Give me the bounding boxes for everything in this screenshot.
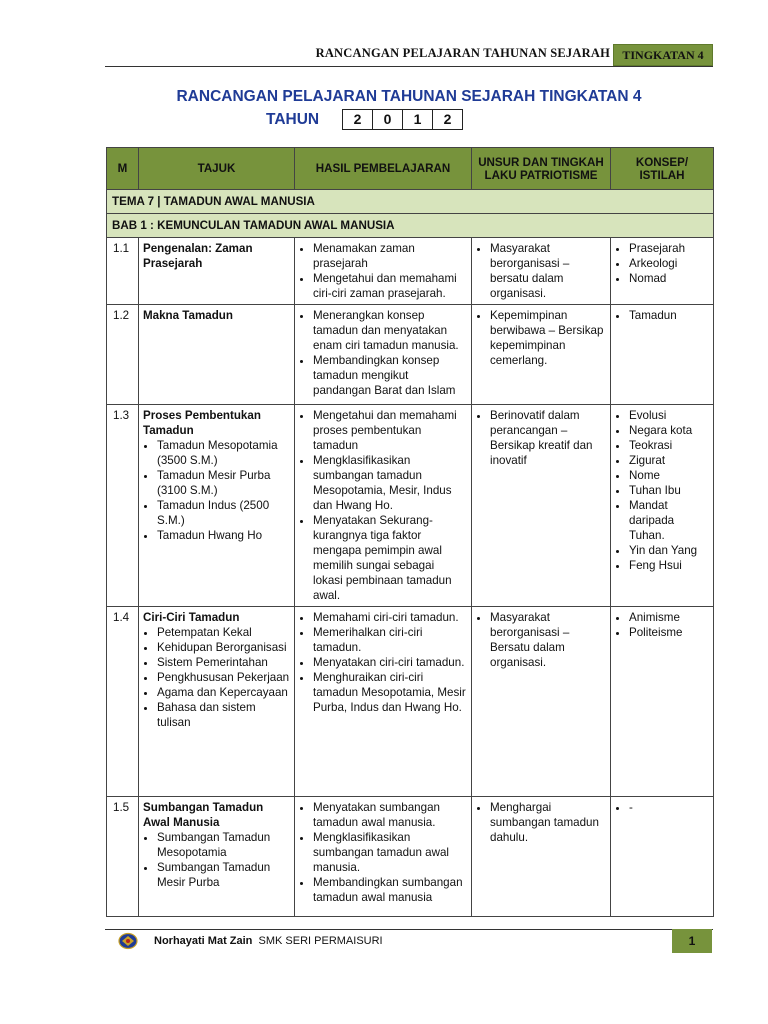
concept-terms-list (615, 610, 709, 640)
table-row (107, 305, 714, 405)
subtopic-item: • Agama dan Kepercayaan (157, 685, 290, 700)
theme-row (107, 190, 714, 214)
row-number: 1.3 (107, 405, 139, 607)
concept-item: • Tamadun (629, 308, 709, 323)
subtopic-item: • Petempatan Kekal (157, 625, 290, 640)
year-digit: 1 (402, 109, 433, 130)
concept-terms (611, 405, 714, 607)
subtopic-item: • Sumbangan Tamadun Mesir Purba (157, 860, 290, 890)
school-name: SMK SERI PERMAISURI (258, 935, 383, 947)
learning-outcomes-list (299, 241, 467, 301)
col-header-konsep: KONSEP/ ISTILAH (611, 148, 714, 190)
concept-item: • Animisme (629, 610, 709, 625)
chapter-label: BAB 1 : KEMUNCULAN TAMADUN AWAL MANUSIA (107, 214, 714, 238)
value-item: • Menghargai sumbangan tamadun dahulu. (490, 800, 606, 845)
concept-terms-list (615, 241, 709, 286)
table-row (107, 607, 714, 797)
subtopic-item: • Bahasa dan sistem tulisan (157, 700, 290, 730)
value-item: • Kepemimpinan berwibawa – Bersikap kepemimpinan cemerlang. (490, 308, 606, 368)
patriotism-values (472, 305, 611, 405)
concept-item: • Teokrasi (629, 438, 709, 453)
patriotism-values-list (476, 610, 606, 670)
concept-item: • Arkeologi (629, 256, 709, 271)
learning-outcomes-list (299, 610, 467, 715)
learning-outcomes (295, 797, 472, 917)
school-crest-icon (118, 932, 138, 950)
subtopic-item: • Tamadun Hwang Ho (157, 528, 290, 543)
author-name: Norhayati Mat Zain (154, 935, 253, 947)
concept-item: • Nome (629, 468, 709, 483)
concept-item: • Politeisme (629, 625, 709, 640)
learning-outcomes (295, 305, 472, 405)
patriotism-values-list (476, 408, 606, 468)
subtopic-item: • Tamadun Mesopotamia (3500 S.M.) (157, 438, 290, 468)
col-header-m: M (107, 148, 139, 190)
concept-item: • Feng Hsui (629, 558, 709, 573)
outcome-item: • Menamakan zaman prasejarah (313, 241, 467, 271)
topic-title: Proses Pembentukan Tamadun (143, 409, 261, 437)
subtopic-item: • Tamadun Indus (2500 S.M.) (157, 498, 290, 528)
subtopic-list (143, 830, 290, 890)
outcome-item: • Mengklasifikasikan sumbangan tamadun awal manusia. (313, 830, 467, 875)
topic-title: Ciri-Ciri Tamadun (143, 611, 240, 624)
row-number: 1.1 (107, 238, 139, 305)
subtopic-item: • Pengkhususan Pekerjaan (157, 670, 290, 685)
subtopic-item: • Sistem Pemerintahan (157, 655, 290, 670)
year-digit: 0 (372, 109, 403, 130)
row-number: 1.2 (107, 305, 139, 405)
col-header-tajuk: TAJUK (139, 148, 295, 190)
outcome-item: • Menerangkan konsep tamadun dan menyatakan enam ciri tamadun manusia. (313, 308, 467, 353)
row-topic (139, 405, 295, 607)
concept-item: • - (629, 800, 709, 815)
subtopic-item: • Sumbangan Tamadun Mesopotamia (157, 830, 290, 860)
concept-item: • Mandat daripada Tuhan. (629, 498, 709, 543)
footer-divider (105, 929, 713, 930)
row-number: 1.5 (107, 797, 139, 917)
patriotism-values-list (476, 800, 606, 845)
patriotism-values-list (476, 308, 606, 368)
concept-terms (611, 305, 714, 405)
concept-item: • Negara kota (629, 423, 709, 438)
outcome-item: • Menyatakan Sekurang-kurangnya tiga faktor mengapa pemimpin awal memilih sungai sebagai lokasi pembinaan tamadun awal. (313, 513, 467, 603)
value-item: • Masyarakat berorganisasi – bersatu dalam organisasi. (490, 241, 606, 301)
theme-label: TEMA 7 | TAMADUN AWAL MANUSIA (107, 190, 714, 214)
outcome-item: • Membandingkan sumbangan tamadun awal manusia (313, 875, 467, 905)
year-label: TAHUN (266, 111, 320, 128)
learning-outcomes (295, 238, 472, 305)
patriotism-values (472, 607, 611, 797)
learning-outcomes (295, 607, 472, 797)
subtopic-list (143, 438, 290, 543)
patriotism-values-list (476, 241, 606, 301)
value-item: • Masyarakat berorganisasi – Bersatu dalam organisasi. (490, 610, 606, 670)
row-topic (139, 238, 295, 305)
table-row (107, 405, 714, 607)
outcome-item: • Memahami ciri-ciri tamadun. (313, 610, 467, 625)
learning-outcomes (295, 405, 472, 607)
outcome-item: • Menyatakan ciri-ciri tamadun. (313, 655, 467, 670)
outcome-item: • Menghuraikan ciri-ciri tamadun Mesopotamia, Mesir Purba, Indus dan Hwang Ho. (313, 670, 467, 715)
subtopic-item: • Kehidupan Berorganisasi (157, 640, 290, 655)
outcome-item: • Membandingkan konsep tamadun mengikut pandangan Barat dan Islam (313, 353, 467, 398)
concept-item: • Tuhan Ibu (629, 483, 709, 498)
page-header (105, 44, 713, 66)
col-header-unsur: UNSUR DAN TINGKAH LAKU PATRIOTISME (472, 148, 611, 190)
outcome-item: • Menyatakan sumbangan tamadun awal manusia. (313, 800, 467, 830)
header-title: RANCANGAN PELAJARAN TAHUNAN SEJARAH (315, 46, 610, 60)
chapter-row (107, 214, 714, 238)
document-title: RANCANGAN PELAJARAN TAHUNAN SEJARAH TINGKATAN 4 (176, 88, 642, 105)
row-topic (139, 797, 295, 917)
col-header-hasil: HASIL PEMBELAJARAN (295, 148, 472, 190)
row-topic (139, 305, 295, 405)
header-badge: TINGKATAN 4 (613, 44, 713, 66)
footer-author (154, 935, 383, 947)
subtopic-item: • Tamadun Mesir Purba (3100 S.M.) (157, 468, 290, 498)
topic-title: Sumbangan Tamadun Awal Manusia (143, 801, 264, 829)
patriotism-values (472, 797, 611, 917)
header-divider (105, 66, 713, 67)
concept-terms (611, 238, 714, 305)
concept-item: • Prasejarah (629, 241, 709, 256)
table-row (107, 238, 714, 305)
outcome-item: • Memerihalkan ciri-ciri tamadun. (313, 625, 467, 655)
outcome-item: • Mengetahui dan memahami proses pembentukan tamadun (313, 408, 467, 453)
outcome-item: • Mengetahui dan memahami ciri-ciri zaman prasejarah. (313, 271, 467, 301)
year-digit: 2 (432, 109, 463, 130)
concept-terms (611, 607, 714, 797)
year-boxes (343, 109, 463, 128)
topic-title: Makna Tamadun (143, 309, 233, 322)
concept-item: • Yin dan Yang (629, 543, 709, 558)
row-topic (139, 607, 295, 797)
learning-outcomes-list (299, 800, 467, 905)
patriotism-values (472, 405, 611, 607)
concept-item: • Zigurat (629, 453, 709, 468)
concept-terms-list (615, 308, 709, 323)
subtopic-list (143, 625, 290, 730)
concept-item: • Nomad (629, 271, 709, 286)
topic-title: Pengenalan: Zaman Prasejarah (143, 242, 253, 270)
concept-item: • Evolusi (629, 408, 709, 423)
table-row (107, 797, 714, 917)
year-digit: 2 (342, 109, 373, 130)
learning-outcomes-list (299, 408, 467, 603)
lesson-plan-table (106, 147, 714, 917)
patriotism-values (472, 238, 611, 305)
outcome-item: • Mengklasifikasikan sumbangan tamadun Mesopotamia, Mesir, Indus dan Hwang Ho. (313, 453, 467, 513)
page-number: 1 (672, 929, 712, 953)
table-header-row (107, 148, 714, 190)
concept-terms (611, 797, 714, 917)
concept-terms-list (615, 800, 709, 815)
value-item: • Berinovatif dalam perancangan – Bersikap kreatif dan inovatif (490, 408, 606, 468)
row-number: 1.4 (107, 607, 139, 797)
learning-outcomes-list (299, 308, 467, 398)
concept-terms-list (615, 408, 709, 573)
